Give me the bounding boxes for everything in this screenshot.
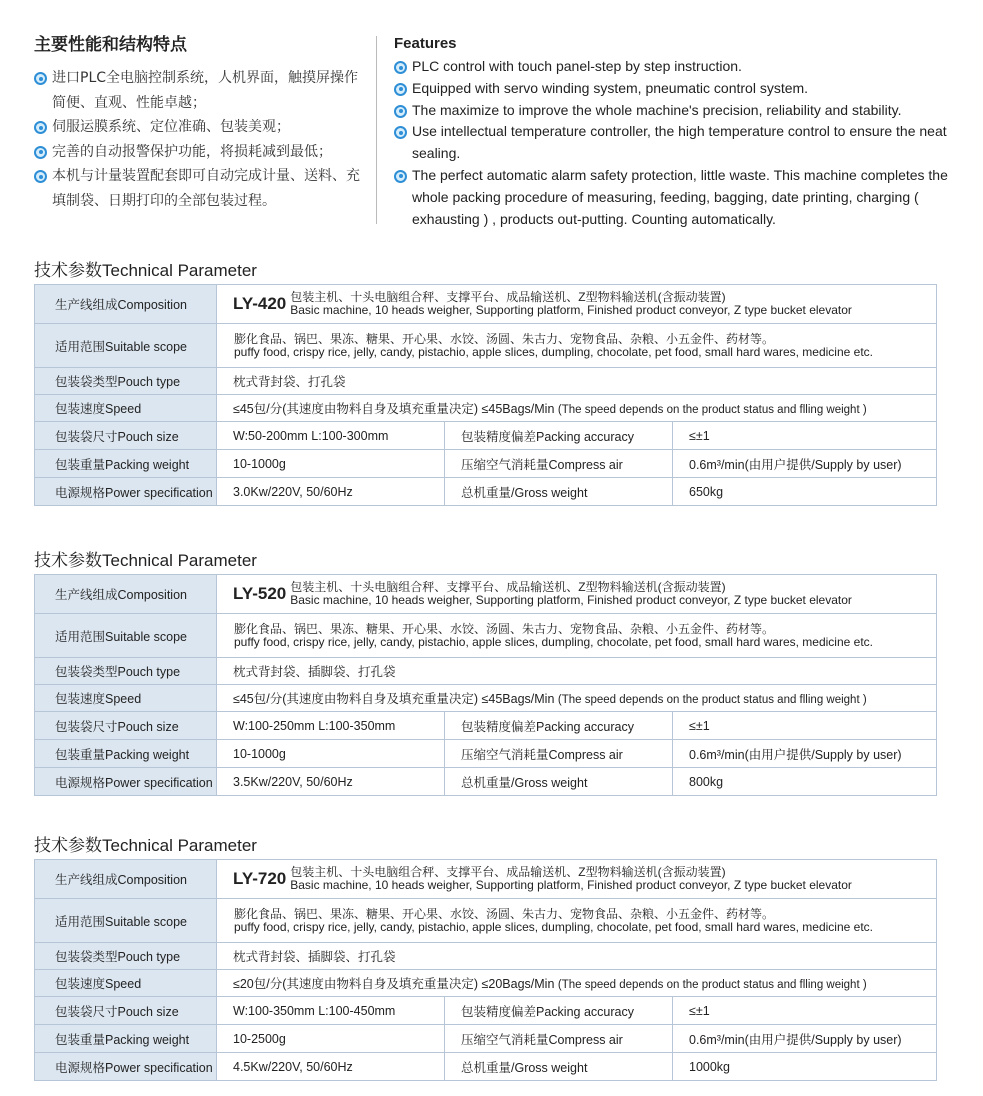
- pouch-type-label: 包装袋类型Pouch type: [35, 943, 217, 970]
- features-cn-title: 主要性能和结构特点: [34, 35, 187, 55]
- table-row: [35, 685, 937, 712]
- gross-value: 1000kg: [673, 1053, 937, 1081]
- speed-label: 包装速度Speed: [35, 685, 217, 712]
- list-item: The perfect automatic alarm safety protection, little waste. This machine completes the whole packing procedure of measuring, feeding, bagging, date printing, charging ( exhausting ) , products out-putting. Counting automatically.: [394, 165, 954, 230]
- pouch-size-value: W:100-350mm L:100-450mm: [217, 997, 445, 1025]
- bullet-icon: [394, 83, 407, 96]
- list-item: Equipped with servo winding system, pneumatic control system.: [394, 78, 954, 100]
- pouch-type-value: 枕式背封袋、打孔袋: [217, 368, 937, 395]
- pouch-size-value: W:100-250mm L:100-350mm: [217, 712, 445, 740]
- weight-value: 10-2500g: [217, 1025, 445, 1053]
- power-label: 电源规格Power specification: [35, 1053, 217, 1081]
- bullet-icon: [34, 72, 47, 85]
- table-row: [35, 860, 937, 899]
- param-section-ly720: [34, 835, 937, 1081]
- weight-label: 包装重量Packing weight: [35, 740, 217, 768]
- composition-cell: LY-520 包装主机、十头电脑组合秤、支撑平台、成品输送机、Z型物料输送机(含振动装置) Basic machine, 10 heads weigher, Supporting platform, Finished product conveyor, Z type bucket elevator: [217, 575, 937, 614]
- param-table: [34, 574, 937, 796]
- model-name: LY-720: [233, 869, 287, 888]
- features-en-title: Features: [394, 35, 457, 52]
- list-item: PLC control with touch panel-step by step instruction.: [394, 56, 954, 78]
- section-title: 技术参数Technical Parameter: [34, 261, 257, 281]
- list-item: 伺服运膜系统、定位准确、包装美观；: [34, 115, 370, 140]
- pouch-size-label: 包装袋尺寸Pouch size: [35, 422, 217, 450]
- pouch-size-value: W:50-200mm L:100-300mm: [217, 422, 445, 450]
- scope-label: 适用范围Suitable scope: [35, 899, 217, 943]
- speed-label: 包装速度Speed: [35, 395, 217, 422]
- features-en: [394, 34, 954, 230]
- pouch-type-label: 包装袋类型Pouch type: [35, 658, 217, 685]
- list-item: 本机与计量装置配套即可自动完成计量、送料、充填制袋、日期打印的全部包装过程。: [34, 164, 370, 213]
- table-row: [35, 450, 937, 478]
- bullet-icon: [394, 61, 407, 74]
- table-row: [35, 575, 937, 614]
- table-row: [35, 285, 937, 324]
- power-label: 电源规格Power specification: [35, 768, 217, 796]
- table-row: [35, 324, 937, 368]
- gross-label: 总机重量/Gross weight: [445, 478, 673, 506]
- power-value: 3.5Kw/220V, 50/60Hz: [217, 768, 445, 796]
- scope-label: 适用范围Suitable scope: [35, 324, 217, 368]
- param-section-ly420: [34, 260, 937, 506]
- list-item: 完善的自动报警保护功能，将损耗减到最低；: [34, 140, 370, 165]
- power-value: 3.0Kw/220V, 50/60Hz: [217, 478, 445, 506]
- composition-cell: LY-420 包装主机、十头电脑组合秤、支撑平台、成品输送机、Z型物料输送机(含振动装置) Basic machine, 10 heads weigher, Supporting platform, Finished product conveyor, Z type bucket elevator: [217, 285, 937, 324]
- air-value: 0.6m³/min(由用户提供/Supply by user): [673, 450, 937, 478]
- table-row: [35, 899, 937, 943]
- power-label: 电源规格Power specification: [35, 478, 217, 506]
- table-row: [35, 658, 937, 685]
- table-row: [35, 395, 937, 422]
- pouch-size-label: 包装袋尺寸Pouch size: [35, 997, 217, 1025]
- weight-label: 包装重量Packing weight: [35, 1025, 217, 1053]
- model-name: LY-520: [233, 584, 287, 603]
- pouch-type-value: 枕式背封袋、插脚袋、打孔袋: [217, 943, 937, 970]
- table-row: [35, 970, 937, 997]
- bullet-icon: [394, 170, 407, 183]
- bullet-icon: [34, 121, 47, 134]
- gross-value: 800kg: [673, 768, 937, 796]
- table-row: [35, 712, 937, 740]
- table-row: [35, 997, 937, 1025]
- features-cn: [34, 34, 370, 213]
- speed-value: ≤45包/分(其速度由物料自身及填充重量决定) ≤45Bags/Min (The speed depends on the product status and flling weight ): [217, 395, 937, 422]
- section-title: 技术参数Technical Parameter: [34, 836, 257, 856]
- table-row: [35, 478, 937, 506]
- accuracy-value: ≤±1: [673, 712, 937, 740]
- air-label: 压缩空气消耗量Compress air: [445, 450, 673, 478]
- scope-cell: 膨化食品、锅巴、果冻、糖果、开心果、水饺、汤圆、朱古力、宠物食品、杂粮、小五金件、药材等。 puffy food, crispy rice, jelly, candy, pistachio, apple slices, dumpling, chocolate, pet food, small hard wares, medicine etc.: [217, 324, 937, 368]
- gross-value: 650kg: [673, 478, 937, 506]
- weight-value: 10-1000g: [217, 740, 445, 768]
- bullet-icon: [394, 126, 407, 139]
- accuracy-label: 包装精度偏差Packing accuracy: [445, 422, 673, 450]
- table-row: [35, 368, 937, 395]
- features-cn-list: [34, 66, 370, 213]
- accuracy-label: 包装精度偏差Packing accuracy: [445, 997, 673, 1025]
- speed-value: ≤45包/分(其速度由物料自身及填充重量决定) ≤45Bags/Min (The speed depends on the product status and flling weight ): [217, 685, 937, 712]
- composition-label: 生产线组成Composition: [35, 285, 217, 324]
- bullet-icon: [34, 170, 47, 183]
- composition-cell: LY-720 包装主机、十头电脑组合秤、支撑平台、成品输送机、Z型物料输送机(含振动装置) Basic machine, 10 heads weigher, Supporting platform, Finished product conveyor, Z type bucket elevator: [217, 860, 937, 899]
- model-name: LY-420: [233, 294, 287, 313]
- scope-cell: 膨化食品、锅巴、果冻、糖果、开心果、水饺、汤圆、朱古力、宠物食品、杂粮、小五金件、药材等。 puffy food, crispy rice, jelly, candy, pistachio, apple slices, dumpling, chocolate, pet food, small hard wares, medicine etc.: [217, 899, 937, 943]
- gross-label: 总机重量/Gross weight: [445, 1053, 673, 1081]
- section-title: 技术参数Technical Parameter: [34, 551, 257, 571]
- speed-label: 包装速度Speed: [35, 970, 217, 997]
- list-item: The maximize to improve the whole machine's precision, reliability and stability.: [394, 100, 954, 122]
- table-row: [35, 1025, 937, 1053]
- bullet-icon: [394, 105, 407, 118]
- air-value: 0.6m³/min(由用户提供/Supply by user): [673, 1025, 937, 1053]
- air-label: 压缩空气消耗量Compress air: [445, 1025, 673, 1053]
- accuracy-value: ≤±1: [673, 422, 937, 450]
- accuracy-label: 包装精度偏差Packing accuracy: [445, 712, 673, 740]
- table-row: [35, 422, 937, 450]
- table-row: [35, 943, 937, 970]
- gross-label: 总机重量/Gross weight: [445, 768, 673, 796]
- table-row: [35, 614, 937, 658]
- column-divider: [376, 36, 377, 224]
- power-value: 4.5Kw/220V, 50/60Hz: [217, 1053, 445, 1081]
- weight-label: 包装重量Packing weight: [35, 450, 217, 478]
- list-item: 进口PLC全电脑控制系统，人机界面，触摸屏操作简便、直观、性能卓越；: [34, 66, 370, 115]
- table-row: [35, 740, 937, 768]
- air-label: 压缩空气消耗量Compress air: [445, 740, 673, 768]
- composition-label: 生产线组成Composition: [35, 860, 217, 899]
- bullet-icon: [34, 146, 47, 159]
- air-value: 0.6m³/min(由用户提供/Supply by user): [673, 740, 937, 768]
- pouch-size-label: 包装袋尺寸Pouch size: [35, 712, 217, 740]
- list-item: Use intellectual temperature controller, the high temperature control to ensure the neat sealing.: [394, 121, 954, 165]
- param-section-ly520: [34, 550, 937, 796]
- features-en-list: [394, 56, 954, 230]
- pouch-type-label: 包装袋类型Pouch type: [35, 368, 217, 395]
- composition-label: 生产线组成Composition: [35, 575, 217, 614]
- scope-cell: 膨化食品、锅巴、果冻、糖果、开心果、水饺、汤圆、朱古力、宠物食品、杂粮、小五金件、药材等。 puffy food, crispy rice, jelly, candy, pistachio, apple slices, dumpling, chocolate, pet food, small hard wares, medicine etc.: [217, 614, 937, 658]
- pouch-type-value: 枕式背封袋、插脚袋、打孔袋: [217, 658, 937, 685]
- speed-value: ≤20包/分(其速度由物料自身及填充重量决定) ≤20Bags/Min (The speed depends on the product status and flling weight ): [217, 970, 937, 997]
- table-row: [35, 768, 937, 796]
- weight-value: 10-1000g: [217, 450, 445, 478]
- scope-label: 适用范围Suitable scope: [35, 614, 217, 658]
- param-table: [34, 859, 937, 1081]
- accuracy-value: ≤±1: [673, 997, 937, 1025]
- param-table: [34, 284, 937, 506]
- table-row: [35, 1053, 937, 1081]
